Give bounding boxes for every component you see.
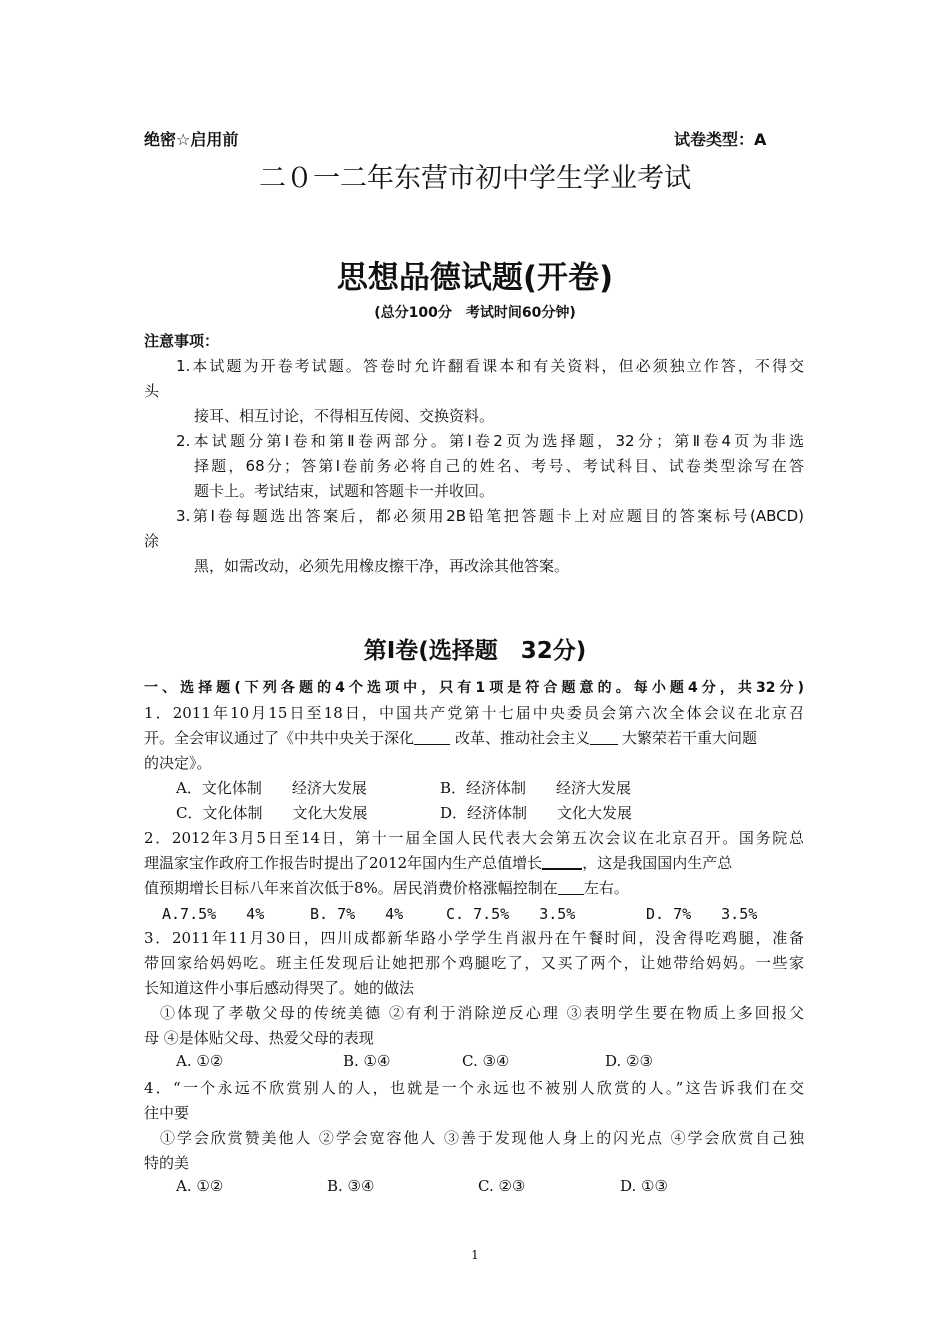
q2-line-1: 2．2012年3月5日至14日，第十一届全国人民代表大会第五次会议在北京召开。国务院总 (144, 829, 804, 847)
q3-line-2: 带回家给妈妈吃。班主任发现后让她把那个鸡腿吃了，又买了两个，让她带给妈妈。一些家 (144, 954, 804, 972)
paper-type-label: 试卷类型：A (674, 130, 767, 149)
q1-line-2-pre: 开。全会审议通过了《中共中央关于深化 (144, 729, 415, 747)
q1-option-c: C．文化体制 文化大发展 (176, 804, 368, 822)
q2-option-c: C. 7.5% 3.5% (446, 905, 576, 923)
q3-line-3: 长知道这件小事后感动得哭了。她的做法 (144, 979, 415, 997)
note-2-line-1: 2.本试题分第Ⅰ卷和第Ⅱ卷两部分。第Ⅰ卷2页为选择题，32分；第Ⅱ卷4页为非选 (176, 432, 804, 450)
q1-blank-2 (590, 730, 618, 745)
part-1-title: 第Ⅰ卷(选择题 32分) (363, 638, 587, 664)
q2-line-3-pre: 值预期增长目标八年来首次低于8%。居民消费价格涨幅控制在 (144, 879, 558, 897)
q4-line-2: 往中要 (144, 1104, 190, 1122)
q3-option-c: C. ③④ (462, 1052, 510, 1070)
note-3-line-1: 3.第Ⅰ卷每题选出答案后，都必须用2B铅笔把答题卡上对应题目的答案标号(ABCD) (176, 507, 804, 525)
q4-line-3: ①学会欣赏赞美他人 ②学会宽容他人 ③善于发现他人身上的闪光点 ④学会欣赏自己独 (160, 1129, 804, 1147)
q1-line-1: 1．2011年10月15日至18日，中国共产党第十七届中央委员会第六次全体会议在北京召 (144, 704, 804, 722)
subject-title: 思想品德试题(开卷) (336, 260, 614, 296)
q4-option-d: D. ①③ (620, 1177, 668, 1195)
q3-option-b: B. ①④ (343, 1052, 391, 1070)
q3-option-d: D. ②③ (605, 1052, 653, 1070)
confidential-mark: 绝密☆启用前 (144, 130, 239, 149)
q1-option-a: A．文化体制 经济大发展 (176, 779, 367, 797)
q2-line-2-pre: 理温家宝作政府工作报告时提出了2012年国内生产总值增长 (144, 854, 543, 872)
q1-line-3: 的决定》。 (144, 754, 212, 772)
q1-line-2 (144, 727, 804, 748)
q2-blank-2 (558, 880, 584, 895)
q3-option-a: A. ①② (176, 1052, 224, 1070)
q3-line-1: 3．2011年11月30日，四川成都新华路小学学生肖淑丹在午餐时间，没舍得吃鸡腿，准备 (144, 929, 804, 947)
q1-blank-1 (414, 730, 450, 745)
q3-line-5: 母 ④是体贴父母、热爱父母的表现 (144, 1029, 374, 1047)
note-3-line-2: 涂 (144, 532, 160, 550)
note-1-line-3: 接耳、相互讨论，不得相互传阅、交换资料。 (194, 407, 495, 425)
exam-title: 二０一二年东营市初中学生学业考试 (259, 163, 691, 194)
notes-heading: 注意事项： (144, 332, 220, 350)
note-3-line-3: 黑，如需改动，必须先用橡皮擦干净，再改涂其他答案。 (194, 557, 570, 575)
q2-blank-1 (542, 854, 582, 870)
q1-line-2-post: 大繁荣若干重大问题 (622, 729, 758, 747)
q4-line-4: 特的美 (144, 1154, 190, 1172)
q4-option-a: A. ①② (176, 1177, 224, 1195)
note-1-line-2: 头 (144, 382, 160, 400)
q2-option-b: B. 7% 4% (310, 905, 404, 923)
q2-line-3-post: 左右。 (583, 879, 629, 897)
score-time-note: (总分100分 考试时间60分钟) (374, 305, 576, 321)
q1-option-b: B．经济体制 经济大发展 (440, 779, 632, 797)
q3-line-4: ①体现了孝敬父母的传统美德 ②有利于消除逆反心理 ③表明学生要在物质上多回报父 (160, 1004, 804, 1022)
q1-option-d: D．经济体制 文化大发展 (440, 804, 633, 822)
q2-option-a: A.7.5% 4% (162, 905, 265, 923)
q1-line-2-mid: 改革、推动社会主义 (455, 729, 591, 747)
q2-line-2-post: ，这是我国国内生产总 (582, 854, 733, 872)
q2-option-d: D. 7% 3.5% (646, 905, 758, 923)
q2-line-2 (144, 852, 804, 873)
q4-option-b: B. ③④ (327, 1177, 375, 1195)
q4-option-c: C. ②③ (478, 1177, 526, 1195)
q2-line-3 (144, 877, 804, 898)
note-1-line-1: 1.本试题为开卷考试题。答卷时允许翻看课本和有关资料，但必须独立作答，不得交 (176, 357, 804, 375)
section-1-heading: 一、选择题(下列各题的4个选项中，只有1项是符合题意的。每小题4分，共32分) (144, 680, 804, 696)
note-2-line-3: 题卡上。考试结束，试题和答题卡一并收回。 (194, 482, 495, 500)
note-2-line-2: 择题，68分；答第Ⅰ卷前务必将自己的姓名、考号、考试科目、试卷类型涂写在答 (194, 457, 804, 475)
page-number: 1 (471, 1248, 479, 1262)
q4-line-1: 4．“一个永远不欣赏别人的人，也就是一个永远也不被别人欣赏的人。”这告诉我们在交 (144, 1079, 804, 1097)
